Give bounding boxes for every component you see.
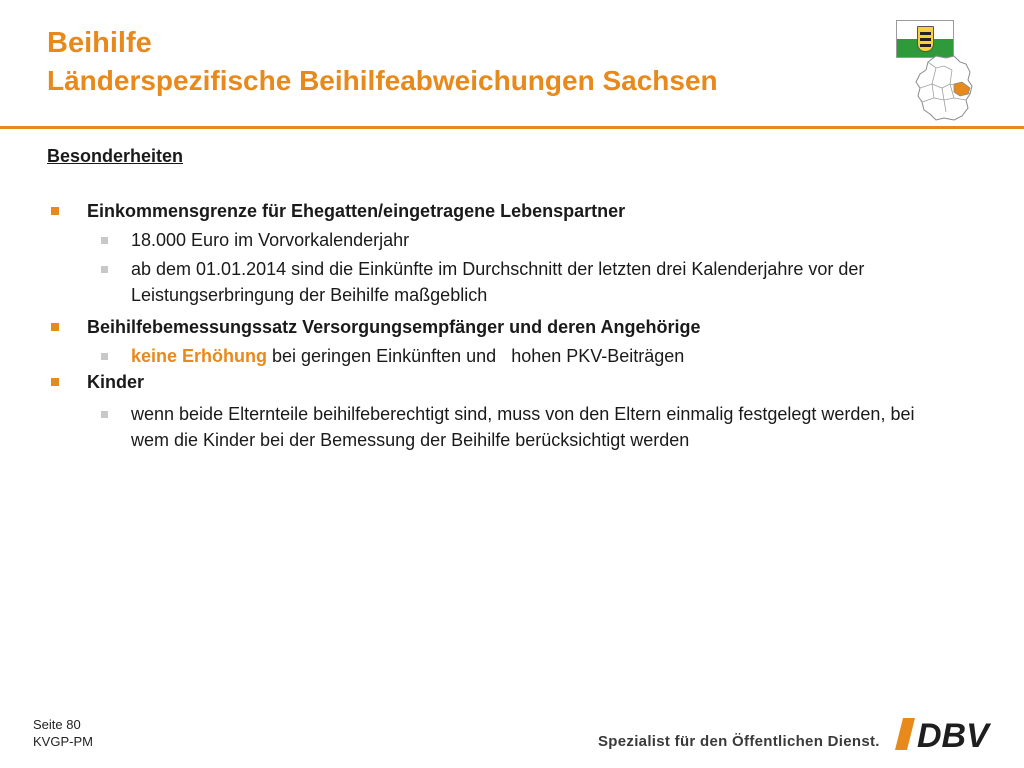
bullet-list — [47, 198, 947, 453]
square-bullet-icon — [101, 411, 108, 418]
logo-text: DBV — [917, 717, 989, 752]
list-item-label: Kinder — [87, 372, 145, 392]
germany-map-icon — [914, 54, 976, 122]
square-bullet-icon — [51, 378, 59, 386]
sub-list-item-text: ab dem 01.01.2014 sind die Einkünfte im Durchschnitt der letzten drei Kalenderjahre vor der Leistungserbringung der Beihilfe maßgeblich — [131, 259, 865, 305]
list-item — [47, 198, 947, 224]
list-item-label: Beihilfebemessungssatz Versorgungsempfänger und deren Angehörige — [87, 317, 701, 337]
page-subtitle: Länderspezifische Beihilfeabweichungen Sachsen — [47, 65, 718, 96]
page-title: Beihilfe — [47, 27, 152, 59]
page-number: Seite 80 — [33, 717, 81, 732]
sub-list-item-text: 18.000 Euro im Vorvorkalenderjahr — [131, 230, 410, 250]
square-bullet-icon — [51, 207, 59, 215]
section-heading: Besonderheiten — [47, 146, 184, 166]
sub-list-item — [47, 343, 947, 369]
list-item — [47, 369, 947, 395]
square-bullet-icon — [101, 266, 108, 273]
square-bullet-icon — [51, 323, 59, 331]
sub-list-item — [47, 256, 947, 308]
coat-of-arms-icon — [917, 26, 934, 52]
document-code: KVGP-PM — [33, 734, 93, 749]
dbv-logo — [893, 716, 1005, 752]
footer-page-info — [33, 716, 93, 750]
saxony-flag-icon — [896, 20, 954, 58]
sub-list-item-text: wenn beide Elternteile beihilfeberechtigt sind, muss von den Eltern einmalig festgelegt werden, bei wem die Kinder bei der Bemessung der Beihilfe berücksichtigt werden — [131, 404, 915, 450]
square-bullet-icon — [101, 353, 108, 360]
sub-list-item-text: bei geringen Einkünften und hohen PKV-Beiträgen — [267, 346, 685, 366]
square-bullet-icon — [101, 237, 108, 244]
list-item-label: Einkommensgrenze für Ehegatten/eingetragene Lebenspartner — [87, 201, 626, 221]
sub-list-item — [47, 227, 947, 253]
list-item — [47, 314, 947, 340]
sub-list-item — [47, 401, 947, 453]
header-divider — [0, 126, 1024, 129]
highlight-text: keine Erhöhung — [131, 346, 268, 366]
company-tagline: Spezialist für den Öffentlichen Dienst. — [598, 733, 880, 750]
